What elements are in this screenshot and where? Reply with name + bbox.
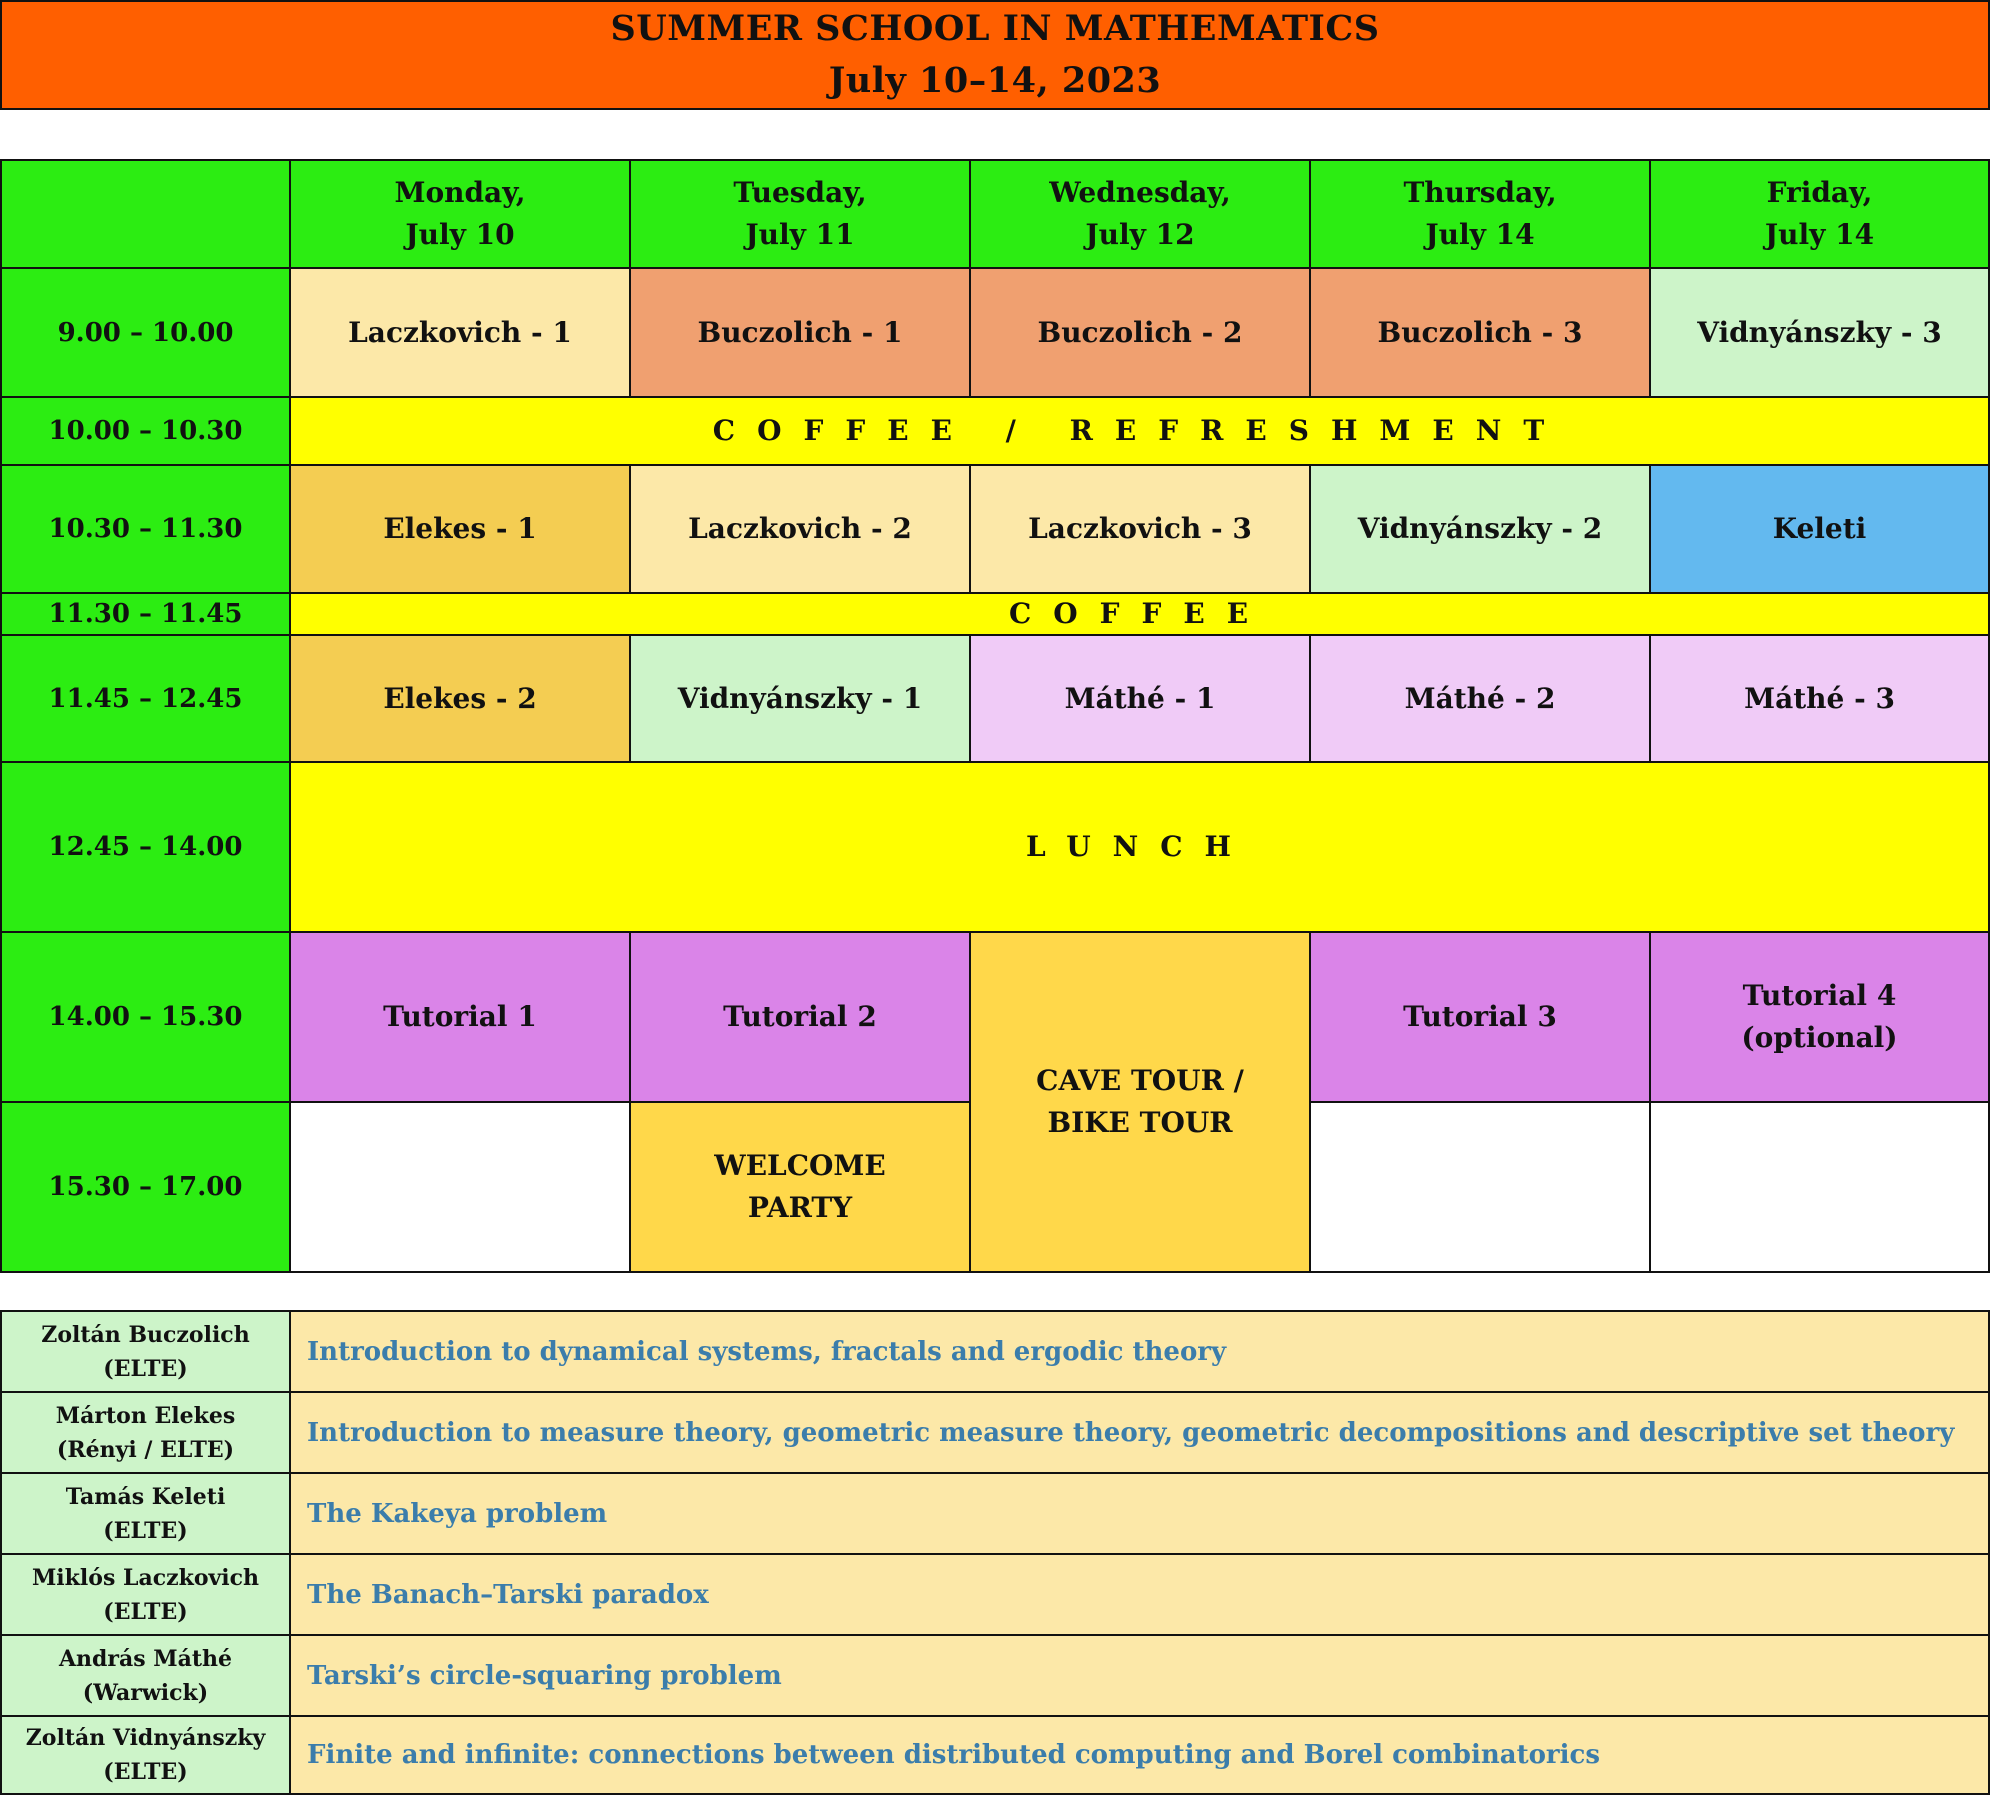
session-cell: Elekes - 2: [289, 634, 631, 763]
session-cell: Buczolich - 3: [1309, 267, 1651, 398]
day-header-wednesday: Wednesday, July 12: [969, 159, 1311, 269]
session-cell: Vidnyánszky - 3: [1649, 267, 1990, 398]
session-cell: Máthé - 3: [1649, 634, 1990, 763]
title-banner: [0, 0, 1990, 110]
speaker-name-cell: András Máthé (Warwick): [0, 1634, 291, 1717]
time-slot: 10.00 – 10.30: [0, 396, 291, 466]
coffee-refreshment-break: [289, 396, 1990, 466]
break-label: COFFEE / REFRESHMENT: [712, 414, 1567, 447]
time-slot: 12.45 – 14.00: [0, 761, 291, 933]
lunch-break: [289, 761, 1990, 933]
corner-cell: [0, 159, 291, 269]
speaker-name-cell: Zoltán Vidnyánszky (ELTE): [0, 1715, 291, 1795]
day-header-tuesday: Tuesday, July 11: [629, 159, 971, 269]
break-label: COFFEE: [1008, 597, 1271, 630]
day-header-friday: Friday, July 14: [1649, 159, 1990, 269]
speaker-topic-cell: The Kakeya problem: [289, 1472, 1990, 1555]
speaker-topic-cell: Introduction to measure theory, geometric measure theory, geometric decompositions and descriptive set theory: [289, 1391, 1990, 1474]
session-cell: Elekes - 1: [289, 464, 631, 594]
session-cell: Laczkovich - 1: [289, 267, 631, 398]
school-dates: July 10–14, 2023: [828, 60, 1162, 101]
speaker-name-cell: Zoltán Buczolich (ELTE): [0, 1310, 291, 1393]
welcome-party-cell: WELCOME PARTY: [629, 1101, 971, 1273]
empty-cell: [1649, 1101, 1990, 1273]
session-cell: Máthé - 2: [1309, 634, 1651, 763]
tour-cell: CAVE TOUR / BIKE TOUR: [969, 931, 1311, 1273]
time-slot: 9.00 – 10.00: [0, 267, 291, 398]
tutorial-cell: Tutorial 4 (optional): [1649, 931, 1990, 1103]
time-slot: 15.30 – 17.00: [0, 1101, 291, 1273]
time-slot: 11.45 – 12.45: [0, 634, 291, 763]
speaker-topic-cell: The Banach–Tarski paradox: [289, 1553, 1990, 1636]
session-cell: Vidnyánszky - 2: [1309, 464, 1651, 594]
session-cell: Laczkovich - 3: [969, 464, 1311, 594]
empty-cell: [1309, 1101, 1651, 1273]
session-cell: Laczkovich - 2: [629, 464, 971, 594]
speaker-topic-cell: Tarski’s circle-squaring problem: [289, 1634, 1990, 1717]
school-title: SUMMER SCHOOL IN MATHEMATICS: [610, 8, 1380, 49]
speaker-name-cell: Tamás Keleti (ELTE): [0, 1472, 291, 1555]
day-header-thursday: Thursday, July 14: [1309, 159, 1651, 269]
time-slot: 11.30 – 11.45: [0, 592, 291, 636]
speaker-topic-cell: Introduction to dynamical systems, fractals and ergodic theory: [289, 1310, 1990, 1393]
break-label: LUNCH: [1026, 830, 1253, 863]
session-cell: Buczolich - 1: [629, 267, 971, 398]
session-cell: Keleti: [1649, 464, 1990, 594]
time-slot: 10.30 – 11.30: [0, 464, 291, 594]
session-cell: Máthé - 1: [969, 634, 1311, 763]
tutorial-cell: Tutorial 1: [289, 931, 631, 1103]
empty-cell: [289, 1101, 631, 1273]
coffee-break: [289, 592, 1990, 636]
speaker-topic-cell: Finite and infinite: connections between distributed computing and Borel combinatorics: [289, 1715, 1990, 1795]
time-slot: 14.00 – 15.30: [0, 931, 291, 1103]
tutorial-cell: Tutorial 2: [629, 931, 971, 1103]
day-header-monday: Monday, July 10: [289, 159, 631, 269]
speaker-name-cell: Márton Elekes (Rényi / ELTE): [0, 1391, 291, 1474]
tutorial-cell: Tutorial 3: [1309, 931, 1651, 1103]
session-cell: Vidnyánszky - 1: [629, 634, 971, 763]
speaker-name-cell: Miklós Laczkovich (ELTE): [0, 1553, 291, 1636]
session-cell: Buczolich - 2: [969, 267, 1311, 398]
